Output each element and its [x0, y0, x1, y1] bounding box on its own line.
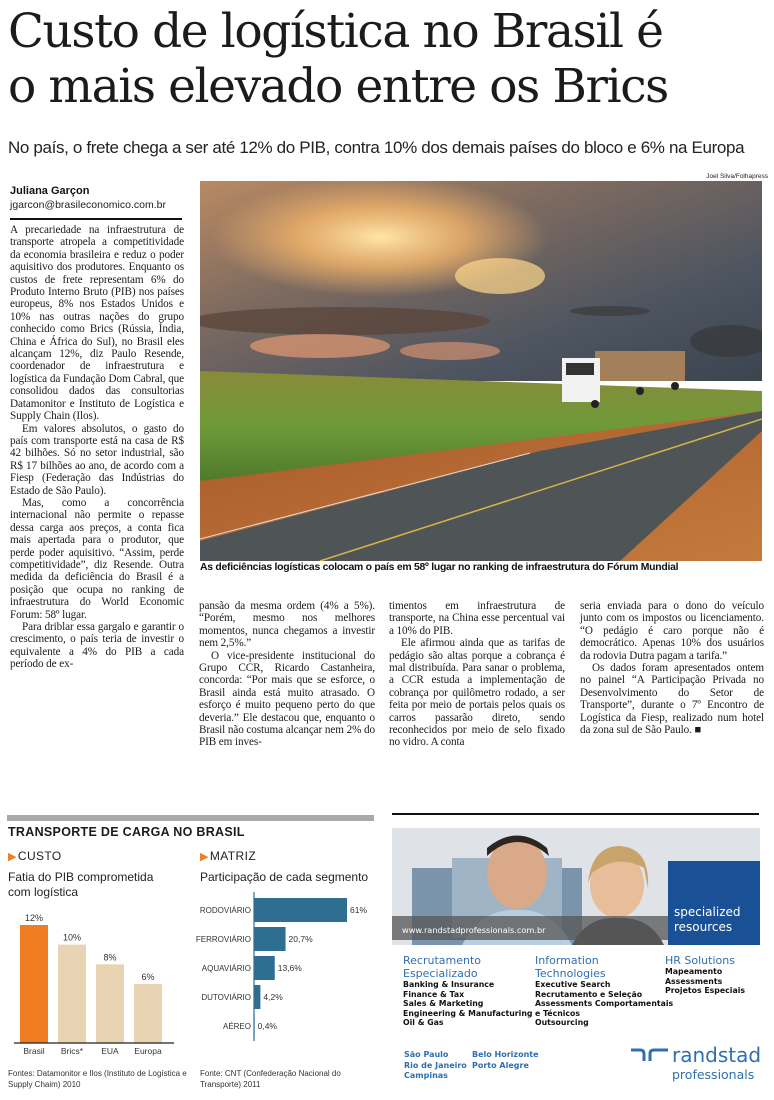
- byline-divider: [10, 218, 182, 220]
- y-tick-label: RODOVIÁRIO: [199, 906, 251, 915]
- chart-2-source: Fonte: CNT (Confederação Nacional do Transporte) 2011: [200, 1069, 341, 1089]
- ad-list-item: Executive Search: [535, 980, 611, 989]
- author-name: Juliana Garçon: [10, 185, 90, 197]
- randstad-ad[interactable]: [392, 828, 760, 1100]
- ad-city: Belo Horizonte: [472, 1050, 539, 1059]
- bar-value-label: 13,6%: [277, 963, 302, 973]
- subheadline: No país, o frete chega a ser até 12% do PIB, contra 10% dos demais países do bloco e 6% na Europa: [8, 138, 745, 157]
- chart-2-kicker-text: MATRIZ: [209, 849, 257, 863]
- photo-credit: Joel Silva/Folhapress: [706, 173, 768, 180]
- ad-top-rule: [392, 813, 759, 815]
- ad-city: Campinas: [404, 1071, 448, 1080]
- bar-brics: [58, 945, 86, 1043]
- chart-2-kicker: [200, 849, 256, 863]
- author-email[interactable]: jgarcon@brasileconomico.com.br: [10, 199, 166, 211]
- ad-cities-1: [404, 1050, 467, 1082]
- bar-value-label: 8%: [103, 952, 117, 963]
- paragraph: Em valores absolutos, o gasto do país com transporte está na casa de R$ 42 bilhões. Só no setor industrial, são R$ 17 bilhões ao ano, de acordo com a Fiesp (Federação das Indústrias do Estado de São Paulo).: [10, 422, 184, 497]
- article-column-4: [580, 600, 764, 736]
- bar-value-label: 20,7%: [288, 934, 313, 944]
- ad-list-item: Engineering & Manufacturing: [403, 1008, 533, 1018]
- ad-list-item: Sales & Marketing: [403, 999, 484, 1009]
- bar-europa: [134, 984, 162, 1043]
- x-tick-label: EUA: [101, 1046, 119, 1056]
- paragraph: Para driblar essa gargalo e garantir o crescimento, o país teria de investir o equivalente a 4% do PIB a cada período de ex-: [10, 621, 184, 671]
- ad-list-item: Assessments: [665, 976, 723, 986]
- y-tick-label: AÉREO: [222, 1022, 251, 1031]
- ad-city: Porto Alegre: [472, 1060, 529, 1070]
- bar-4: [254, 1014, 255, 1038]
- infobox-top-bar: [7, 815, 374, 821]
- paragraph: Mas, como a concorrência internacional não permite o repasse dessa carga aos preços, a conta fica mais apertada para o produtor, que perde poder aquisitivo. “Assim, perde competitividade”, diz Resende. Outra medida da deficiência do Brasil é a posição que ocupa no ranking de infraestrutura do World Economic Forum: 58º lugar.: [10, 496, 184, 621]
- photo-caption: As deficiências logísticas colocam o país em 58º lugar no ranking de infraestrutura do Fórum Mundial: [200, 562, 679, 573]
- ad-brand-sub: professionals: [672, 1067, 755, 1082]
- ad-column-heading: Information: [535, 954, 599, 967]
- ad-city: Rio de Janeiro: [404, 1060, 467, 1070]
- bar-value-label: 0,4%: [257, 1021, 277, 1031]
- ad-column-heading: Especializado: [403, 967, 478, 980]
- ad-brand-name: randstad: [672, 1043, 762, 1067]
- ad-tagline-line-2: resources: [674, 920, 733, 934]
- bar-1: [254, 927, 286, 951]
- headline-line-1: Custo de logística no Brasil é: [8, 4, 663, 59]
- ad-list-item: Mapeamento: [665, 967, 723, 976]
- bar-value-label: 12%: [24, 913, 44, 923]
- bar-2: [254, 956, 275, 980]
- chart-1-kicker-text: CUSTO: [17, 849, 62, 863]
- paragraph: pansão da mesma ordem (4% a 5%). “Porém, mesmo nos melhores momentos, nunca chegamos a investir nem 2,5%.”: [199, 600, 375, 650]
- paragraph: Ele afirmou ainda que as tarifas de pedágio são altas porque a cobrança é mal distribuída. Para sanar o problema, a CCR estuda a implementação de cobrança por quilômetro rodado, a ser feita por meio de portais pelos quais os carros passarão direto, sendo reconhecidos por meio de selo fixado no vidro. A conta: [389, 637, 565, 749]
- ad-column-hr: [665, 954, 745, 996]
- ad-list-item: Oil & Gas: [403, 1018, 444, 1028]
- bar-0: [254, 898, 347, 922]
- bar-value-label: 6%: [141, 972, 155, 982]
- bar-brasil: [20, 925, 48, 1043]
- headline: [8, 4, 768, 114]
- ad-tagline: [674, 905, 741, 935]
- ad-column-heading: Technologies: [535, 967, 606, 980]
- ad-column-heading: HR Solutions: [665, 954, 735, 967]
- truck-on-road-photo: [200, 181, 762, 561]
- ad-tagline-line-1: specialized: [674, 905, 741, 919]
- ad-list-item: e Técnicos: [535, 1008, 581, 1018]
- y-tick-label: DUTOVIÁRIO: [201, 993, 251, 1002]
- article-column-2: [199, 600, 375, 749]
- article-column-1: [10, 224, 184, 671]
- bar-3: [254, 985, 260, 1009]
- ad-cities-2: [472, 1050, 539, 1071]
- x-tick-label: Brasil: [23, 1046, 45, 1056]
- bar-value-label: 61%: [350, 905, 368, 915]
- ad-list-item: Projetos Especiais: [665, 986, 746, 996]
- paragraph: A precariedade na infraestrutura de transporte atropela a competitividade da economia brasileira e reduz o poder aquisitivo dos produtores. Enquanto os custos de frete representam 6% do Produto Interno Bruto (PIB) nos países europeus, 8% nos Estados Unidos e 10% nas outras nações do grupo conhecido como Brics (Rússia, Índia, China e África do Sul), no Brasil eles alcançam 12%, diz Paulo Resende, coordenador de infraestrutura e logística da Fundação Dom Cabral, que consolidou dados das consultorias Datamonitor e Instituto de Logística e Supply Chain (Ilos).: [10, 224, 184, 423]
- triangle-right-icon: ▶: [8, 851, 17, 863]
- paragraph: timentos em infraestrutura de transporte, na China esse percentual vai a 10% do PIB.: [389, 600, 565, 637]
- infobox-title: TRANSPORTE DE CARGA NO BRASIL: [8, 825, 245, 839]
- paragraph: seria enviada para o dono do veículo junto com os impostos ou licenciamento. “O pedágio é caro porque não é democrático. Apenas 10% dos usuários da rodovia Dutra pagam a tarifa.”: [580, 600, 764, 662]
- ad-city: São Paulo: [404, 1050, 449, 1059]
- ad-url[interactable]: www.randstadprofessionals.com.br: [402, 925, 546, 935]
- ad-column-recrutamento: [403, 954, 532, 1028]
- randstad-logo-icon: [630, 1048, 670, 1062]
- paragraph: Os dados foram apresentados ontem no painel “A Participação Privada no Desenvolvimento do Setor de Transporte”, durante o 7º Encontro de Logística da Fiesp, realizado num hotel da zona sul de São Paulo. ■: [580, 662, 764, 737]
- x-tick-label: Brics*: [60, 1046, 84, 1056]
- chart-cost-bars: [8, 905, 178, 1065]
- ad-list-item: Outsourcing: [535, 1018, 589, 1028]
- x-tick-label: Europa: [134, 1046, 162, 1056]
- y-tick-label: AQUAVIÁRIO: [201, 964, 251, 973]
- bar-eua: [96, 964, 124, 1043]
- y-tick-label: FERROVIÁRIO: [195, 935, 251, 944]
- ad-list-item: Assessments Comportamentais: [535, 999, 674, 1009]
- chart-1-source: Fontes: Datamonitor e Ilos (Instituto de Logística e Supply Chaim) 2010: [8, 1069, 187, 1089]
- bar-value-label: 10%: [62, 932, 82, 943]
- ad-list-item: Recrutamento e Seleção: [535, 989, 643, 999]
- triangle-right-icon: ▶: [200, 851, 209, 863]
- chart-1-title: Fatia do PIB comprometida com logística: [8, 870, 154, 899]
- paragraph: O vice-presidente institucional do Grupo CCR, Ricardo Castanheira, concorda: “Por mais que se esforce, o Brasil ainda está muito atrasado. O esforço é muito pequeno perto do que deveria.” Ele destacou que, enquanto o Brasil não costuma alcançar nem 2% do PIB em inves-: [199, 649, 375, 749]
- chart-1-kicker: [8, 849, 62, 863]
- headline-line-2: o mais elevado entre os Brics: [8, 59, 668, 114]
- chart-matrix-bars: [195, 890, 380, 1055]
- ad-column-it: [535, 954, 673, 1028]
- ad-list-item: Banking & Insurance: [403, 980, 495, 989]
- article-column-3: [389, 600, 565, 749]
- article-photo: [200, 181, 762, 561]
- bar-value-label: 4,2%: [263, 992, 283, 1002]
- chart-2-title: Participação de cada segmento: [200, 870, 369, 884]
- ad-list-item: Finance & Tax: [403, 989, 465, 999]
- ad-banner[interactable]: [392, 828, 760, 945]
- ad-column-heading: Recrutamento: [403, 954, 482, 967]
